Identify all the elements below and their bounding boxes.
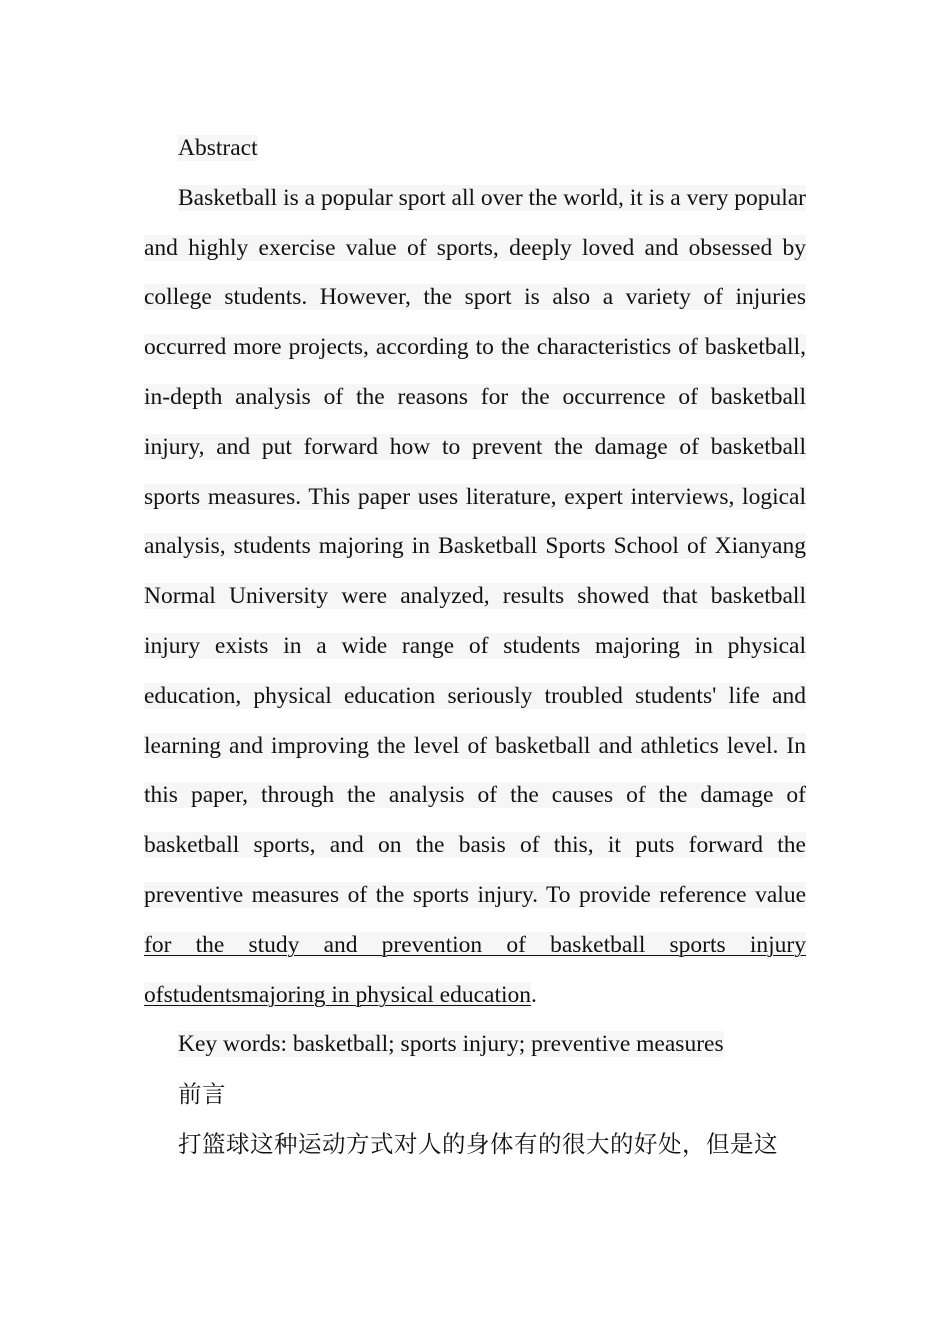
abstract-underlined-text: for the study and prevention of basketball sports injury ofstudentsmajoring in physical education	[144, 931, 806, 1008]
preface-first-line-text: 打篮球这种运动方式对人的身体有的很大的好处，但是这	[178, 1129, 778, 1158]
preface-heading	[144, 1070, 806, 1120]
abstract-paragraph	[144, 174, 806, 1021]
keywords-text: Key words: basketball; sports injury; preventive measures	[178, 1031, 724, 1058]
abstract-body-text: Basketball is a popular sport all over the world, it is a very popular and highly exercise value of sports, deeply loved and obsessed by college students. However, the sport is also a variety of injuries occurred more projects, according to the characteristics of basketball, in-depth analysis of the reasons for the occurrence of basketball injury, and put forward how to prevent the damage of basketball sports measures. This paper uses literature, expert interviews, logical analysis, students majoring in Basketball Sports School of Xianyang Normal University were analyzed, results showed that basketball injury exists in a wide range of students majoring in physical education, physical education seriously troubled students' life and learning and improving the level of basketball and athletics level. In this paper, through the analysis of the causes of the damage of basketball sports, and on the basis of this, it puts forward the preventive measures of the sports injury. To provide reference value	[144, 184, 806, 908]
preface-heading-text: 前言	[178, 1080, 226, 1109]
keywords-line	[144, 1020, 806, 1070]
preface-paragraph	[144, 1120, 806, 1170]
document-text-block	[144, 124, 806, 1170]
abstract-heading	[144, 124, 806, 174]
abstract-end-text: .	[531, 981, 537, 1008]
abstract-heading-text: Abstract	[178, 135, 258, 161]
